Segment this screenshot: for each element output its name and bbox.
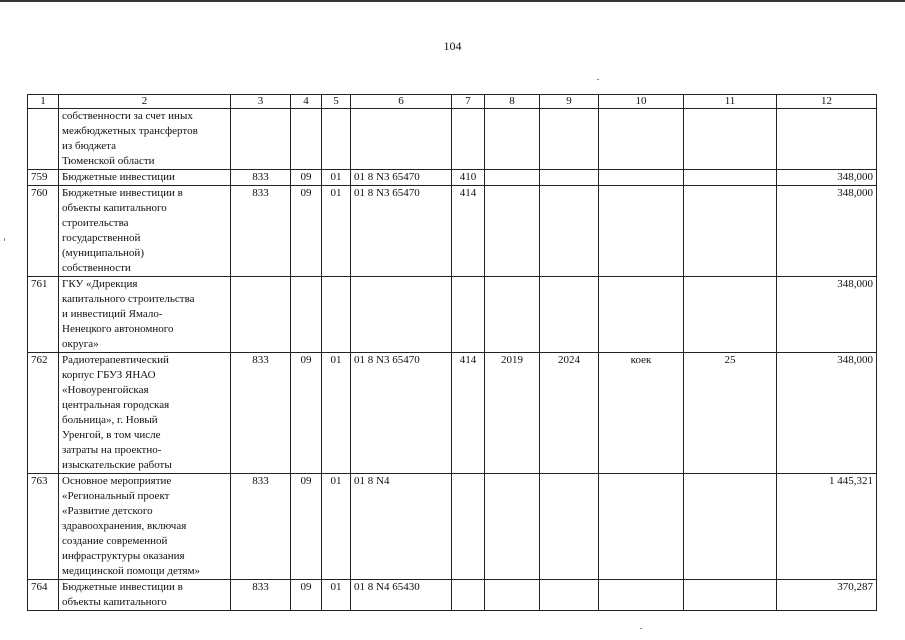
capacity-cell xyxy=(684,186,777,277)
admin-code-cell: 833 xyxy=(231,186,291,277)
admin-code-cell: 833 xyxy=(231,170,291,186)
budget-table xyxy=(27,94,877,611)
table-row xyxy=(28,109,877,170)
table-row xyxy=(28,353,877,474)
target-article-cell xyxy=(351,277,452,353)
target-article-cell: 01 8 N4 65430 xyxy=(351,580,452,611)
table-row xyxy=(28,277,877,353)
table-row xyxy=(28,580,877,611)
end-year-cell xyxy=(540,170,599,186)
column-header: 3 xyxy=(231,95,291,109)
section-cell: 09 xyxy=(291,170,322,186)
section-cell: 09 xyxy=(291,353,322,474)
start-year-cell: 2019 xyxy=(485,353,540,474)
row-number-cell: 762 xyxy=(28,353,59,474)
section-cell: 09 xyxy=(291,186,322,277)
column-header: 7 xyxy=(452,95,485,109)
scan-speck xyxy=(640,628,642,629)
end-year-cell xyxy=(540,186,599,277)
unit-cell xyxy=(599,277,684,353)
amount-cell: 348,000 xyxy=(777,186,877,277)
table-row xyxy=(28,186,877,277)
amount-cell xyxy=(777,109,877,170)
capacity-cell xyxy=(684,277,777,353)
start-year-cell xyxy=(485,170,540,186)
item-name-cell: Бюджетные инвестиции в объекты капитального строительства государственной (муниципальной) собственности xyxy=(59,186,231,277)
target-article-cell xyxy=(351,109,452,170)
unit-cell: коек xyxy=(599,353,684,474)
admin-code-cell: 833 xyxy=(231,580,291,611)
table-row xyxy=(28,474,877,580)
column-header: 6 xyxy=(351,95,452,109)
start-year-cell xyxy=(485,186,540,277)
page-number: 104 xyxy=(443,39,462,53)
item-name-cell: ГКУ «Дирекция капитального строительства и инвестиций Ямало- Ненецкого автономного округа» xyxy=(59,277,231,353)
scan-speck xyxy=(4,238,5,241)
item-name-cell: Бюджетные инвестиции в объекты капитального xyxy=(59,580,231,611)
item-name-cell: Основное мероприятие «Региональный проект «Развитие детского здравоохранения, включая создание современной инфраструктуры оказания медицинской помощи детям» xyxy=(59,474,231,580)
expense-type-cell xyxy=(452,580,485,611)
end-year-cell: 2024 xyxy=(540,353,599,474)
capacity-cell xyxy=(684,474,777,580)
capacity-cell xyxy=(684,170,777,186)
unit-cell xyxy=(599,170,684,186)
column-header: 1 xyxy=(28,95,59,109)
expense-type-cell: 410 xyxy=(452,170,485,186)
item-name-cell: Радиотерапевтический корпус ГБУЗ ЯНАО «Новоуренгойская центральная городская больница», г. Новый Уренгой, в том числе затраты на проектно- изыскательские работы xyxy=(59,353,231,474)
admin-code-cell xyxy=(231,277,291,353)
amount-cell: 1 445,321 xyxy=(777,474,877,580)
start-year-cell xyxy=(485,277,540,353)
start-year-cell xyxy=(485,109,540,170)
subsection-cell xyxy=(322,109,351,170)
row-number-cell: 759 xyxy=(28,170,59,186)
target-article-cell: 01 8 N4 xyxy=(351,474,452,580)
subsection-cell xyxy=(322,277,351,353)
column-header: 9 xyxy=(540,95,599,109)
target-article-cell: 01 8 N3 65470 xyxy=(351,353,452,474)
unit-cell xyxy=(599,109,684,170)
column-header: 8 xyxy=(485,95,540,109)
section-cell: 09 xyxy=(291,474,322,580)
amount-cell: 348,000 xyxy=(777,277,877,353)
end-year-cell xyxy=(540,474,599,580)
section-cell xyxy=(291,277,322,353)
amount-cell: 370,287 xyxy=(777,580,877,611)
row-number-cell: 760 xyxy=(28,186,59,277)
capacity-cell xyxy=(684,109,777,170)
column-header: 2 xyxy=(59,95,231,109)
row-number-cell xyxy=(28,109,59,170)
start-year-cell xyxy=(485,474,540,580)
target-article-cell: 01 8 N3 65470 xyxy=(351,186,452,277)
capacity-cell xyxy=(684,580,777,611)
amount-cell: 348,000 xyxy=(777,170,877,186)
section-cell xyxy=(291,109,322,170)
top-border-line xyxy=(0,0,905,2)
admin-code-cell xyxy=(231,109,291,170)
start-year-cell xyxy=(485,580,540,611)
expense-type-cell: 414 xyxy=(452,186,485,277)
end-year-cell xyxy=(540,109,599,170)
column-header: 5 xyxy=(322,95,351,109)
unit-cell xyxy=(599,474,684,580)
row-number-cell: 761 xyxy=(28,277,59,353)
row-number-cell: 763 xyxy=(28,474,59,580)
column-header: 4 xyxy=(291,95,322,109)
subsection-cell: 01 xyxy=(322,186,351,277)
unit-cell xyxy=(599,186,684,277)
capacity-cell: 25 xyxy=(684,353,777,474)
column-header: 11 xyxy=(684,95,777,109)
expense-type-cell xyxy=(452,277,485,353)
scan-speck xyxy=(597,79,599,80)
end-year-cell xyxy=(540,580,599,611)
table-row xyxy=(28,170,877,186)
column-number-row xyxy=(28,95,877,109)
end-year-cell xyxy=(540,277,599,353)
item-name-cell: Бюджетные инвестиции xyxy=(59,170,231,186)
subsection-cell: 01 xyxy=(322,170,351,186)
unit-cell xyxy=(599,580,684,611)
subsection-cell: 01 xyxy=(322,353,351,474)
column-header: 12 xyxy=(777,95,877,109)
section-cell: 09 xyxy=(291,580,322,611)
expense-type-cell xyxy=(452,474,485,580)
subsection-cell: 01 xyxy=(322,580,351,611)
item-name-cell: собственности за счет иных межбюджетных трансфертов из бюджета Тюменской области xyxy=(59,109,231,170)
subsection-cell: 01 xyxy=(322,474,351,580)
admin-code-cell: 833 xyxy=(231,474,291,580)
target-article-cell: 01 8 N3 65470 xyxy=(351,170,452,186)
expense-type-cell xyxy=(452,109,485,170)
admin-code-cell: 833 xyxy=(231,353,291,474)
column-header: 10 xyxy=(599,95,684,109)
expense-type-cell: 414 xyxy=(452,353,485,474)
row-number-cell: 764 xyxy=(28,580,59,611)
amount-cell: 348,000 xyxy=(777,353,877,474)
